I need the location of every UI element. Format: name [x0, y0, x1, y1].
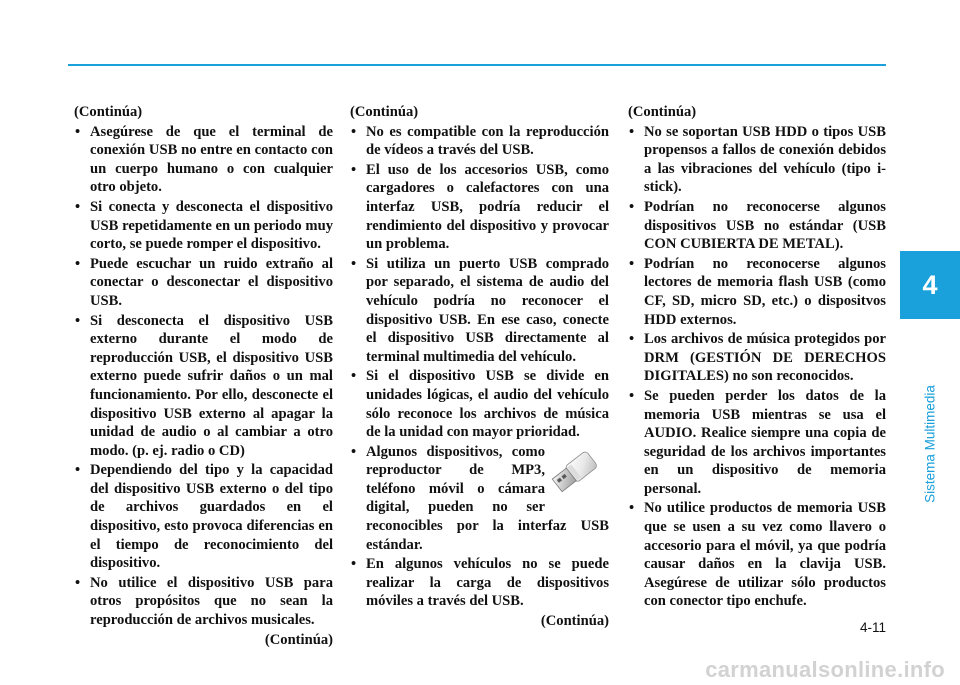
chapter-tab — [900, 251, 960, 319]
text-column-3 — [628, 103, 886, 612]
continued-footer: (Continúa) — [264, 631, 333, 648]
list-item-text: Algunos dispositivos, como reproductor de MP3, teléfono móvil o cámara digital, pueden no ser reconocibles por la interfaz USB estándar. — [366, 443, 609, 553]
text-column-2 — [350, 103, 609, 631]
page-number: 4-11 — [859, 620, 886, 635]
list-item: • Se pueden perder los datos de la memoria USB mientras se usa el AUDIO. Realice siempre una copia de seguridad de los archivos importantes en un dispositivo de memoria personal. — [628, 387, 886, 499]
chapter-title: Sistema Multimedia — [922, 385, 938, 503]
list-item: • Si el dispositivo USB se divide en unidades lógicas, el audio del vehículo sólo reconoce los archivos de música de la unidad con mayor prioridad. — [350, 367, 609, 441]
list-item: • Podrían no reconocerse algunos lectores de memoria flash USB (como CF, SD, micro SD, etc.) o dispositvos HDD externos. — [628, 255, 886, 329]
list-item: • El uso de los accesorios USB, como cargadores o calefactores con una interfaz USB, podría reducir el rendimiento del dispositivo y provocar un problema. — [350, 161, 609, 254]
list-item: • No es compatible con la reproducción de vídeos a través del USB. — [350, 123, 609, 160]
list-item: • Si conecta y desconecta el dispositivo USB repetidamente en un periodo muy corto, se puede romper el dispositivo. — [74, 198, 333, 254]
list-item: • Podrían no reconocerse algunos dispositivos USB no estándar (USB CON CUBIERTA DE METAL). — [628, 198, 886, 254]
list-item: • Puede escuchar un ruido extraño al conectar o desconectar el dispositivo USB. — [74, 255, 333, 311]
list-item: • No se soportan USB HDD o tipos USB propensos a fallos de conexión debidos a las vibraciones del vehículo (tipo i-stick). — [628, 123, 886, 197]
text-column-1 — [74, 103, 333, 649]
top-divider — [68, 64, 886, 66]
list-item: • No utilice el dispositivo USB para otros propósitos que no sean la reproducción de archivos musicales. — [74, 574, 333, 630]
watermark: carmanualsonline.info — [705, 657, 945, 682]
list-item-with-figure — [350, 443, 609, 555]
continued-header: (Continúa) — [74, 104, 143, 120]
chapter-number: 4 — [922, 269, 938, 300]
list-item: • No utilice productos de memoria USB que se usen a su vez como llavero o accesorio para el móvil, ya que podría causar daños en la clavija USB. Asegúrese de utilizar sólo productos con conector tipo enchufe. — [628, 499, 886, 611]
usb-flash-drive-icon — [551, 446, 608, 504]
list-item: • Si desconecta el dispositivo USB externo durante el modo de reproducción USB, el dispositivo USB externo puede sufrir daños o un mal funcionamiento. Por ello, desconecte el dispositivo USB externo al apagar la unidad de audio o al cambiar a otro modo. (p. ej. radio o CD) — [74, 312, 333, 461]
bullet-list — [350, 123, 609, 611]
list-item: • En algunos vehículos no se puede realizar la carga de dispositivos móviles a través del USB. — [350, 555, 609, 611]
continued-footer: (Continúa) — [540, 613, 609, 630]
list-item: • Los archivos de música protegidos por DRM (GESTIÓN DE DERECHOS DIGITALES) no son reconocidos. — [628, 330, 886, 386]
continued-header: (Continúa) — [628, 104, 697, 120]
list-item: • Si utiliza un puerto USB comprado por separado, el sistema de audio del vehículo podría no reconocer el dispositivo USB. En ese caso, conecte el dispositivo USB directamente al terminal multimedia del vehículo. — [350, 255, 609, 367]
list-item: • Dependiendo del tipo y la capacidad del dispositivo USB externo o del tipo de archivos guardados en el dispositivo, esto provoca diferencias en el tiempo de reconocimiento del dispositivo. — [74, 461, 333, 573]
bullet-list — [74, 123, 333, 630]
list-item: • Asegúrese de que el terminal de conexión USB no entre en contacto con un cuerpo humano o con cualquier otro objeto. — [74, 123, 333, 197]
bullet-list — [628, 123, 886, 611]
continued-header: (Continúa) — [350, 104, 419, 120]
